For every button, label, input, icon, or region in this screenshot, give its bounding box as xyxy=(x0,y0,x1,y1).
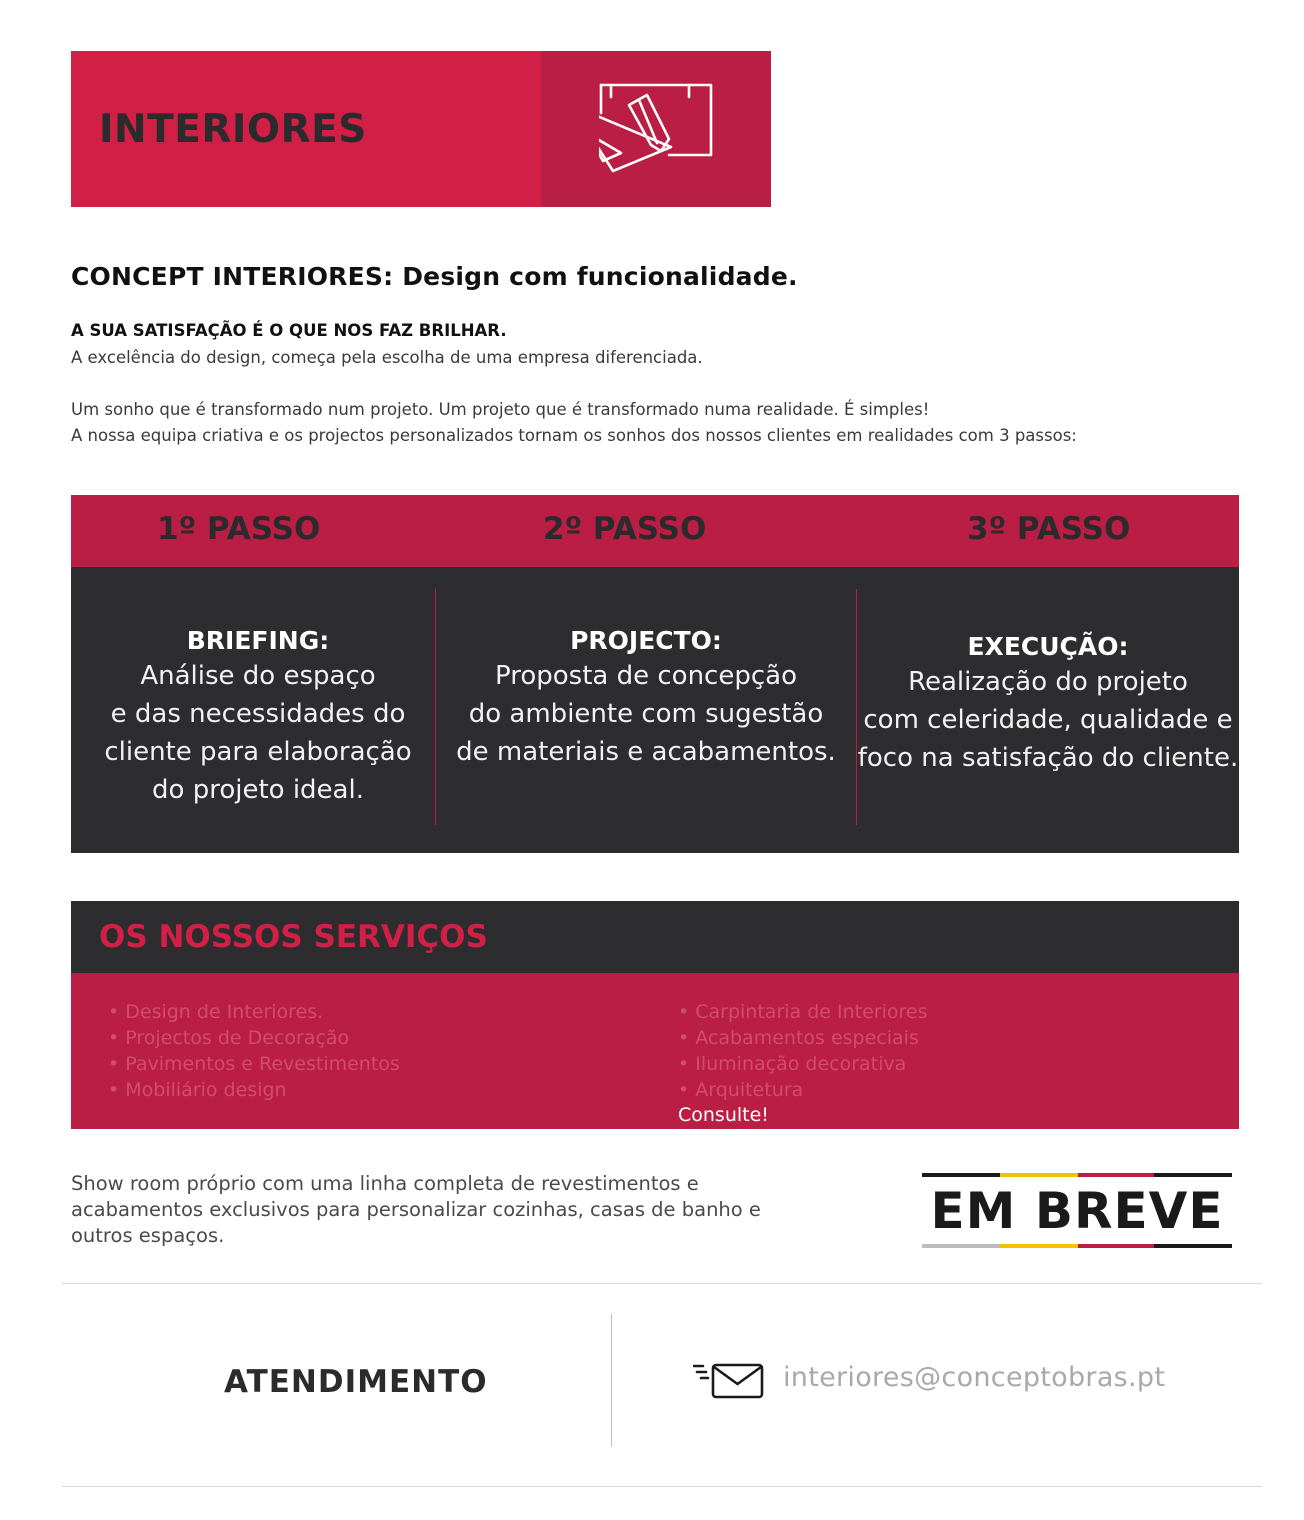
services-list-right xyxy=(678,999,928,1103)
step-text: do ambiente com sugestão xyxy=(468,699,824,729)
badge-stripe-bottom xyxy=(922,1244,1232,1248)
email-link[interactable]: interiores@conceptobras.pt xyxy=(783,1362,1166,1393)
showroom-line: acabamentos exclusivos para personalizar cozinhas, casas de banho e xyxy=(71,1198,761,1221)
showroom-line: outros espaços. xyxy=(71,1224,225,1247)
step-text: de materiais e acabamentos. xyxy=(456,737,836,767)
consulte-link[interactable]: Consulte! xyxy=(678,1104,769,1126)
step-text: cliente para elaboração xyxy=(104,737,412,767)
services-list-left xyxy=(108,999,400,1103)
step-text: com celeridade, qualidade e xyxy=(863,705,1233,735)
step-title: BRIEFING: xyxy=(186,626,330,655)
showroom-line: Show room próprio com uma linha completa de revestimentos e xyxy=(71,1172,699,1195)
badge-text: EM BREVE xyxy=(930,1182,1224,1240)
page-title: INTERIORES xyxy=(99,106,367,152)
banner-icon-panel xyxy=(541,51,771,207)
intro-line: Um sonho que é transformado num projeto. Um projeto que é transformado numa realidade. É simples! xyxy=(71,400,930,419)
services-title: OS NOSSOS SERVIÇOS xyxy=(99,919,488,955)
step-label-1: 1º PASSO xyxy=(157,511,321,547)
list-item: • Arquitetura xyxy=(678,1079,804,1101)
services-body xyxy=(71,973,1239,1129)
step-label-3: 3º PASSO xyxy=(967,511,1131,547)
step-text: Proposta de concepção xyxy=(495,661,797,691)
intro-line: A nossa equipa criativa e os projectos personalizados tornam os sonhos dos nossos clientes em realidades com 3 passos: xyxy=(71,426,1077,445)
intro-headline: CONCEPT INTERIORES: Design com funcionalidade. xyxy=(71,262,798,291)
list-item: • Mobiliário design xyxy=(108,1079,287,1101)
list-item: • Design de Interiores. xyxy=(108,1001,324,1023)
list-item: • Projectos de Decoração xyxy=(108,1027,350,1049)
envelope-icon xyxy=(693,1362,765,1400)
banner-title-panel xyxy=(71,51,541,207)
intro-subhead: A SUA SATISFAÇÃO É O QUE NOS FAZ BRILHAR. xyxy=(71,321,507,340)
step-text: foco na satisfação do cliente. xyxy=(857,743,1239,773)
steps-header xyxy=(71,495,1239,567)
em-breve-badge xyxy=(922,1173,1232,1249)
step-label-2: 2º PASSO xyxy=(543,511,707,547)
step-card-briefing xyxy=(71,625,445,809)
list-item: • Acabamentos especiais xyxy=(678,1027,919,1049)
list-item: • Iluminação decorativa xyxy=(678,1053,907,1075)
footer-divider-top xyxy=(62,1283,1262,1284)
step-text: Análise do espaço xyxy=(140,661,376,691)
step-title: PROJECTO: xyxy=(570,626,722,655)
intro-paragraph xyxy=(71,345,1231,449)
header-banner xyxy=(71,51,771,207)
footer-divider-vertical xyxy=(611,1314,612,1447)
step-text: do projeto ideal. xyxy=(152,775,364,805)
footer-divider-bottom xyxy=(62,1486,1262,1487)
step-text: e das necessidades do xyxy=(110,699,406,729)
step-card-projecto xyxy=(436,625,856,771)
step-card-execucao xyxy=(857,631,1239,777)
intro-line: A excelência do design, começa pela escolha de uma empresa diferenciada. xyxy=(71,348,703,367)
showroom-text xyxy=(71,1171,871,1249)
step-title: EXECUÇÃO: xyxy=(967,632,1129,661)
steps-body xyxy=(71,567,1239,853)
badge-stripe-top xyxy=(922,1173,1232,1177)
list-item: • Carpintaria de Interiores xyxy=(678,1001,928,1023)
list-item: • Pavimentos e Revestimentos xyxy=(108,1053,400,1075)
step-text: Realização do projeto xyxy=(908,667,1188,697)
drafting-tools-icon xyxy=(599,83,715,175)
atendimento-label: ATENDIMENTO xyxy=(224,1364,488,1400)
services-header xyxy=(71,901,1239,973)
